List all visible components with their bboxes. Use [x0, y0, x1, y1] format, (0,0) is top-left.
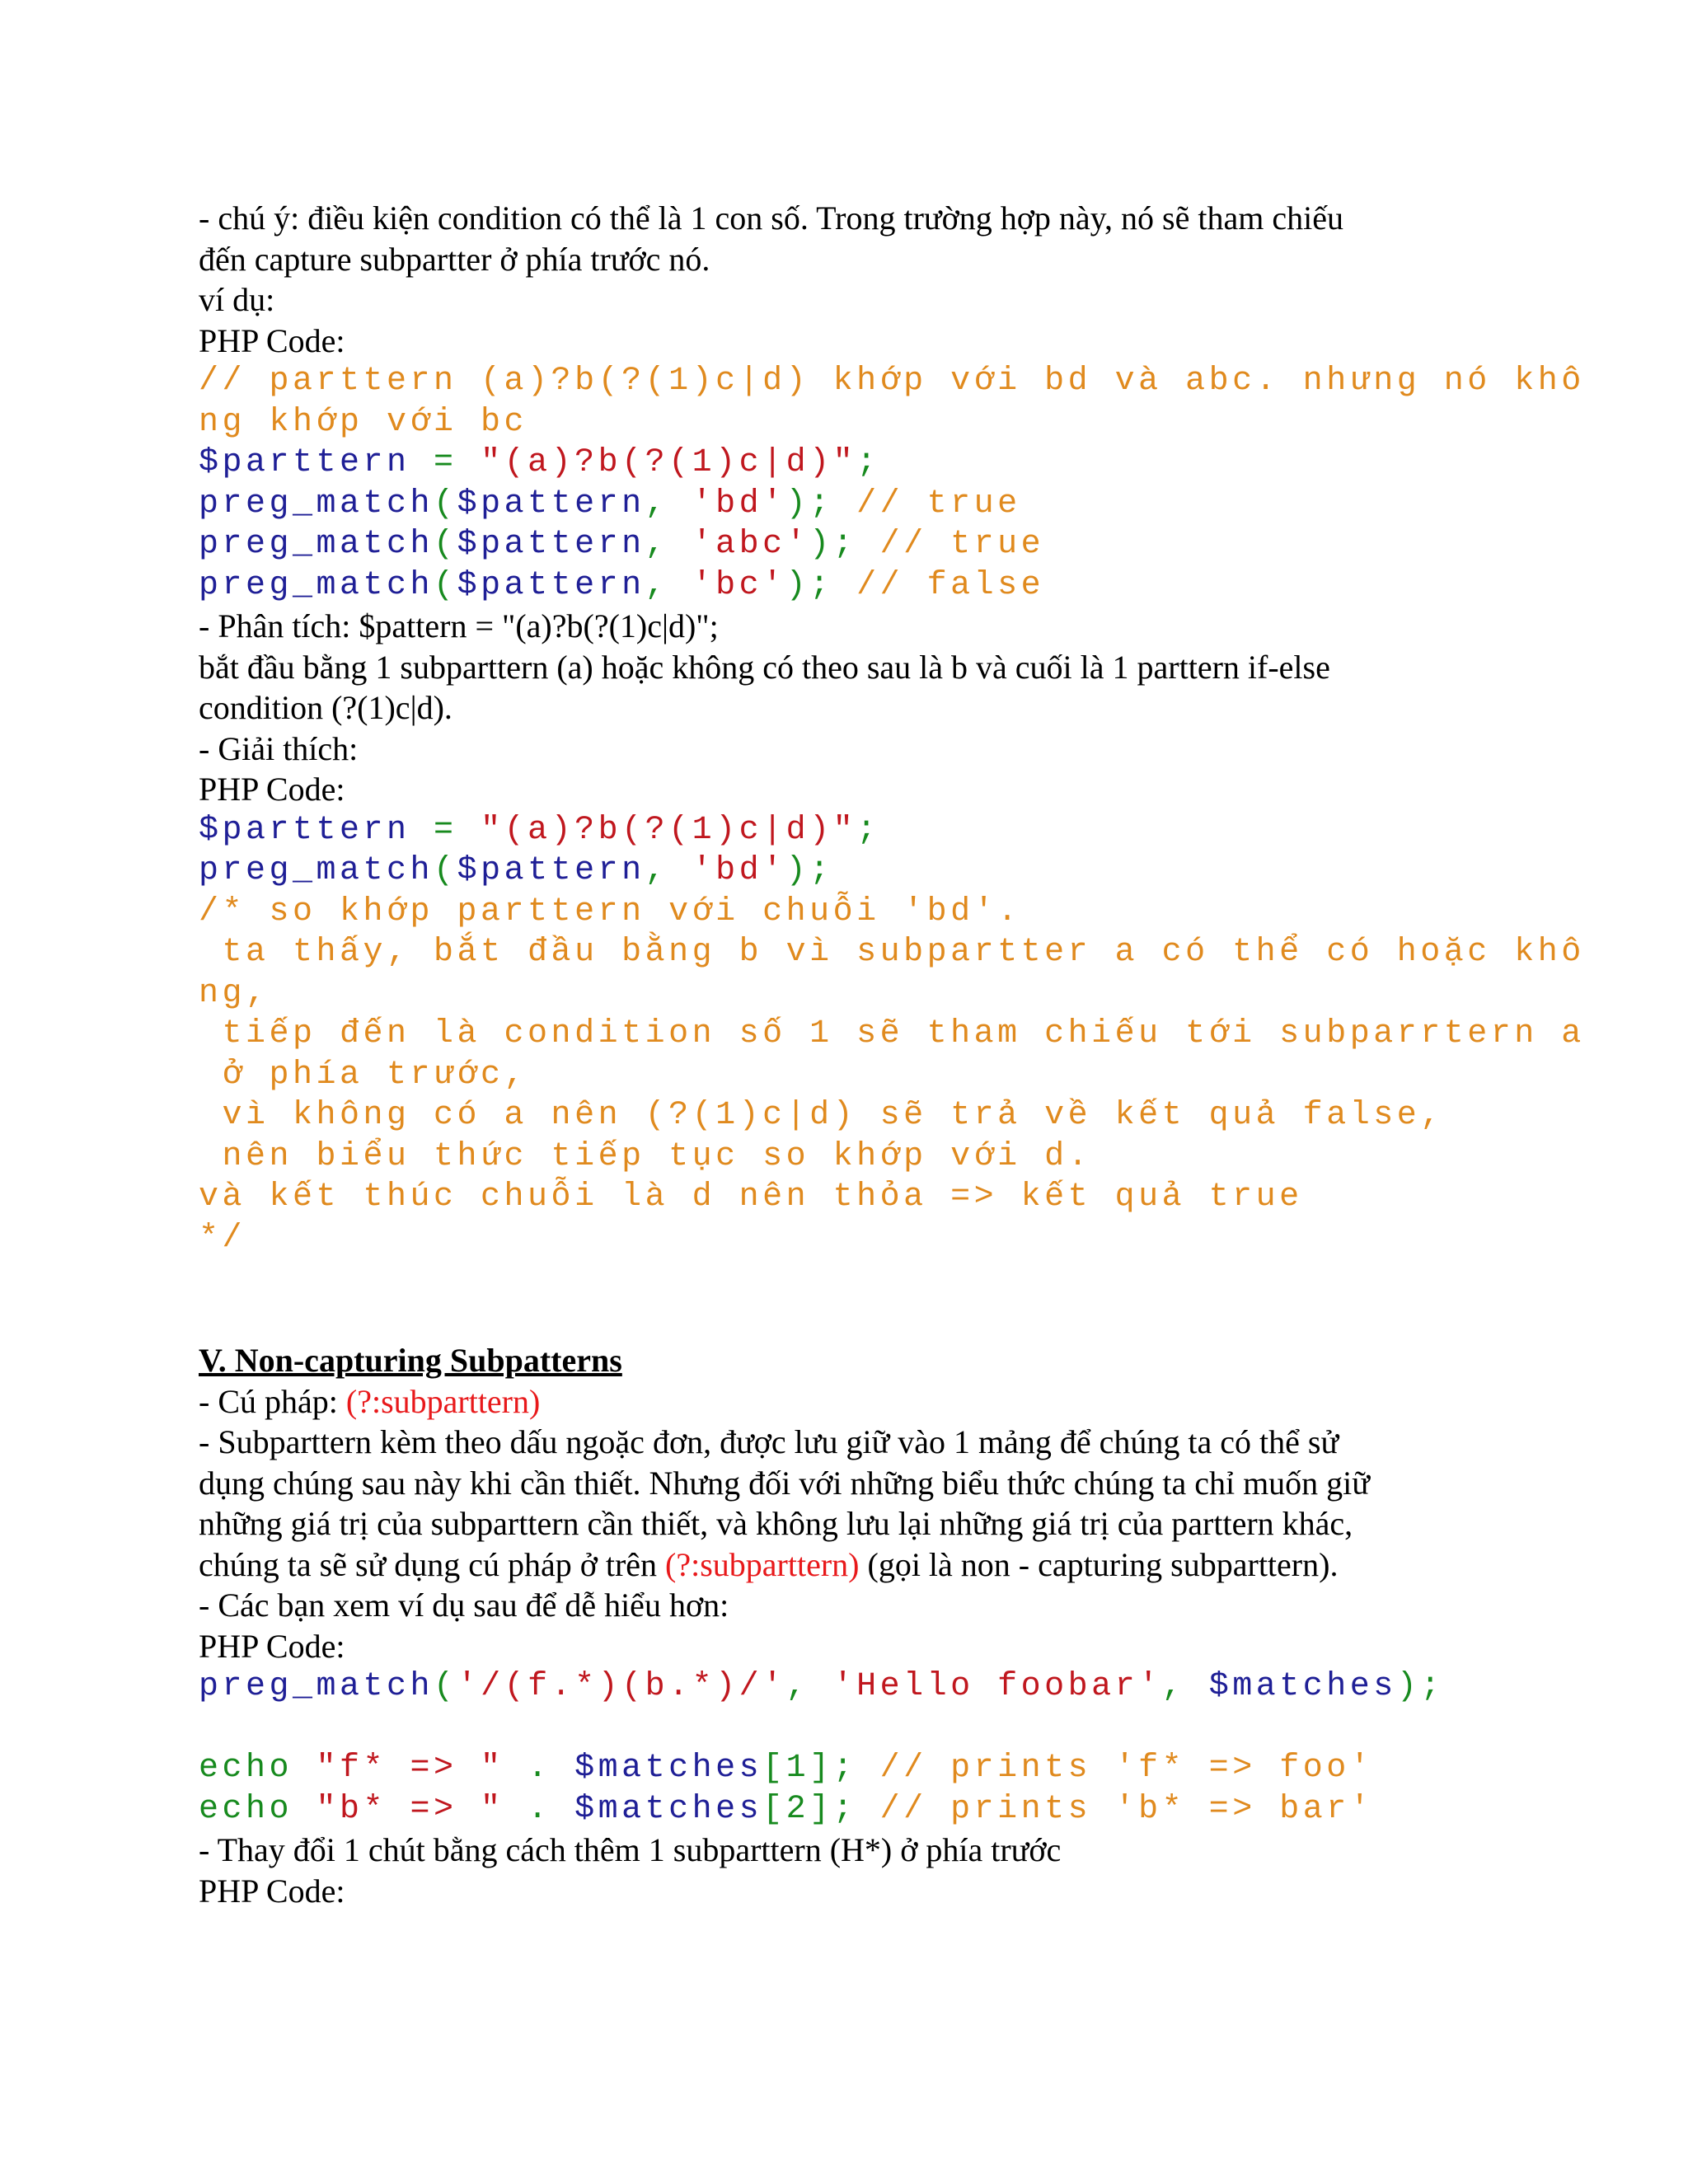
php-code-label: PHP Code:	[199, 771, 345, 808]
code-function: preg_match	[199, 852, 434, 889]
php-code-label: PHP Code:	[199, 1627, 345, 1665]
code-variable: $pattern	[457, 526, 645, 563]
code-block-comment-line: nên biểu thức tiếp tục so khớp với d.	[199, 1137, 1092, 1175]
code-comment: // true	[832, 485, 1021, 523]
code-punct: (	[434, 566, 457, 604]
code-block-comment-line: vì không có a nên (?(1)c|d) sẽ trả về kết quả false,	[199, 1097, 1444, 1134]
code-variable: $matches	[574, 1750, 763, 1787]
example-intro: - Các bạn xem ví dụ sau để dễ hiểu hơn:	[199, 1586, 729, 1624]
code-punct: (	[434, 1668, 457, 1705]
code-line-match-bc	[199, 565, 1550, 607]
code-comment: // true	[856, 526, 1045, 563]
syntax-value: (?:subparttern)	[345, 1382, 541, 1420]
code-block-comment-line: tiếp đến là condition số 1 sẽ tham chiếu tới subparrtern a	[199, 1015, 1585, 1052]
code-operator: .	[504, 1790, 575, 1828]
code-block-comment-line: */	[199, 1219, 246, 1257]
code-block-comment-line: ta thấy, bắt đầu bằng b vì subpartter a có thể có hoặc khô	[199, 934, 1585, 971]
code-string: "b* => "	[316, 1790, 504, 1828]
code-keyword: echo	[199, 1790, 293, 1828]
code-blank-line	[199, 1708, 1550, 1749]
code-punct: );	[809, 526, 857, 563]
code-variable: $matches	[1208, 1668, 1397, 1705]
code-block-comment-line: /* so khớp parttern với chuỗi 'bd'.	[199, 893, 1021, 930]
code-punct: ,	[1161, 1668, 1209, 1705]
code-string: "(a)?b(?(1)c|d)"	[481, 444, 857, 481]
code-string: '/(f.*)(b.*)/'	[457, 1668, 786, 1705]
code-comment-line: // parttern (a)?b(?(1)c|d) khớp với bd và abc. nhưng nó khô	[199, 363, 1585, 400]
section-spacer	[199, 1258, 1550, 1340]
analysis-line-2: bắt đầu bằng 1 subparttern (a) hoặc không có theo sau là b và cuối là 1 parttern if-else	[199, 648, 1330, 686]
syntax-line	[199, 1381, 1550, 1422]
code-string: "(a)?b(?(1)c|d)"	[481, 811, 857, 849]
code-punct: [2];	[762, 1790, 857, 1828]
code-block-comment-line: ng,	[199, 974, 270, 1012]
closing-line: - Thay đổi 1 chút bằng cách thêm 1 subparttern (H*) ở phía trước	[199, 1831, 1062, 1868]
code-punct: (	[434, 485, 457, 523]
code-punct: ,	[645, 852, 692, 889]
code-punct: ,	[645, 485, 692, 523]
code-operator: =	[410, 444, 481, 481]
code-block-comment-line: và kết thúc chuỗi là d nên thỏa => kết quả true	[199, 1179, 1303, 1216]
code-comment: // false	[832, 566, 1045, 604]
explanation-label: - Giải thích:	[199, 729, 359, 767]
code-function: preg_match	[199, 485, 434, 523]
code-string: 'abc'	[692, 526, 810, 563]
code-string: "f* => "	[316, 1750, 504, 1787]
code-line-echo-b	[199, 1789, 1550, 1830]
code-variable: $pattern	[457, 485, 645, 523]
code-variable: $matches	[574, 1790, 763, 1828]
code-function: preg_match	[199, 1668, 434, 1705]
code-punct: ,	[645, 566, 692, 604]
code-string: 'bc'	[692, 566, 786, 604]
para-line-1: - Subparttern kèm theo dấu ngoặc đơn, được lưu giữ vào 1 mảng để chúng ta có thể sử	[199, 1423, 1339, 1460]
para-line-4-start: chúng ta sẽ sử dụng cú pháp ở trên	[199, 1545, 666, 1583]
code-comment-line: ng khớp với bc	[199, 403, 528, 441]
code-line-match-abc	[199, 524, 1550, 565]
example-label: ví dụ:	[199, 281, 275, 318]
note-line-2: đến capture subpartter ở phía trước nó.	[199, 240, 710, 278]
code-operator: .	[504, 1750, 575, 1787]
code-punct: );	[785, 566, 833, 604]
code-punct: (	[434, 526, 457, 563]
para-line-2: dụng chúng sau này khi cần thiết. Nhưng đối với những biểu thức chúng ta chỉ muốn giữ	[199, 1464, 1370, 1502]
code-comment: // prints 'f* => foo'	[856, 1750, 1374, 1787]
code-variable: $parttern	[199, 811, 410, 849]
code-punct: );	[785, 852, 833, 889]
code-punct: ,	[645, 526, 692, 563]
syntax-prefix: - Cú pháp:	[199, 1382, 346, 1420]
code-punct: ;	[856, 811, 880, 849]
code-variable: $parttern	[199, 444, 410, 481]
analysis-line-3: condition (?(1)c|d).	[199, 689, 452, 726]
code-variable: $pattern	[457, 566, 645, 604]
code-line-assign	[199, 810, 1550, 851]
code-line-echo-f	[199, 1748, 1550, 1789]
note-line-1: - chú ý: điều kiện condition có thể là 1 con số. Trong trường hợp này, nó sẽ tham chiếu	[199, 199, 1343, 237]
code-punct: (	[434, 852, 457, 889]
code-string: 'Hello foobar'	[832, 1668, 1162, 1705]
para-line-3: những giá trị của subparttern cần thiết, và không lưu lại những giá trị của parttern khác,	[199, 1505, 1353, 1542]
section-heading: V. Non-capturing Subpatterns	[199, 1342, 622, 1379]
page-content	[199, 198, 1585, 1911]
code-string: 'bd'	[692, 852, 786, 889]
code-punct: ;	[856, 444, 880, 481]
code-punct: );	[785, 485, 833, 523]
code-punct: [1];	[762, 1750, 857, 1787]
code-block-comment-line: ở phía trước,	[199, 1056, 528, 1094]
syntax-value: (?:subparttern)	[665, 1545, 860, 1583]
code-line-match-bd	[199, 851, 1550, 892]
code-variable: $pattern	[457, 852, 645, 889]
code-line-preg-match	[199, 1666, 1550, 1708]
code-string: 'bd'	[692, 485, 786, 523]
code-comment: // prints 'b* => bar'	[856, 1790, 1374, 1828]
para-line-4	[199, 1544, 1550, 1586]
code-punct: ,	[785, 1668, 833, 1705]
analysis-line-1: - Phân tích: $pattern = "(a)?b(?(1)c|d)";	[199, 607, 719, 644]
php-code-label: PHP Code:	[199, 321, 345, 359]
code-function: preg_match	[199, 566, 434, 604]
php-code-label: PHP Code:	[199, 1872, 345, 1910]
code-keyword: echo	[199, 1750, 293, 1787]
code-line-match-bd	[199, 484, 1550, 525]
code-punct: );	[1396, 1668, 1444, 1705]
code-line-assign	[199, 443, 1550, 484]
code-function: preg_match	[199, 526, 434, 563]
code-operator: =	[410, 811, 481, 849]
para-line-4-end: (gọi là non - capturing subparttern).	[859, 1545, 1339, 1583]
